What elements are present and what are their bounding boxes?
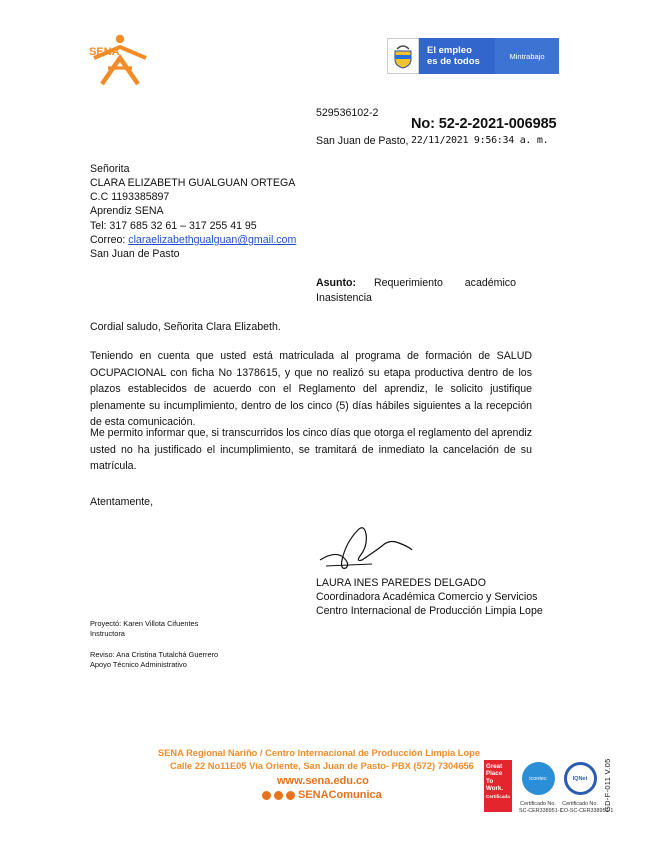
cert2-caption-line: CO-SC-CER338951-1 xyxy=(560,807,614,814)
footer-address-line1: SENA Regional Nariño / Centro Internacional de Producción Limpia Lope xyxy=(158,748,480,758)
colombia-shield-icon xyxy=(387,38,419,74)
signatory-position: Coordinadora Académica Comercio y Servicios xyxy=(316,591,538,603)
social-handle[interactable]: SENAComunica xyxy=(298,789,382,801)
recipient-phone: Tel: 317 685 32 61 – 317 255 41 95 xyxy=(90,220,257,232)
handwritten-signature xyxy=(316,520,416,572)
signature-icon xyxy=(316,520,416,572)
recipient-title: Señorita xyxy=(90,163,130,175)
sena-logo-text: SENA xyxy=(89,46,120,58)
gptw-line: Great xyxy=(486,763,503,770)
gptw-line: To xyxy=(486,777,494,785)
body-paragraph-1: Teniendo en cuenta que usted está matriculada al programa de formación de SALUD OCUPACIONAL con ficha No 1378615, y que no realizó su etapa productiva dentro de los plazos establecidos de acuerdo con el Reglamento del aprendiz, le solicito justifique plenamente su incumplimiento, dentro de los cinco (5) días hábiles siguientes a la recepción de esta comunicación. xyxy=(90,350,532,429)
prepared-role: Instructora xyxy=(90,629,125,638)
icontec-seal-text: icontec xyxy=(529,775,547,782)
facebook-icon[interactable] xyxy=(286,791,295,800)
instagram-icon[interactable] xyxy=(274,791,283,800)
email-label: Correo: xyxy=(90,234,129,246)
reviewed-role: Apoyo Técnico Administrativo xyxy=(90,660,187,669)
recipient-email-link[interactable]: claraelizabethgualguan@gmail.com xyxy=(128,234,297,246)
subject-block xyxy=(316,276,516,306)
radicado-datetime: 22/11/2021 9:56:34 a. m. xyxy=(411,135,549,146)
great-place-to-work-badge xyxy=(484,760,512,812)
gov-slogan-line2: es de todos xyxy=(427,56,480,67)
footer-address-line2: Calle 22 No11E05 Vía Oriente, San Juan de Pasto- PBX (572) 7304656 xyxy=(170,761,474,771)
recipient-id: C.C 1193385897 xyxy=(90,191,170,203)
youtube-icon[interactable] xyxy=(262,791,271,800)
reviewed-by: Reviso: Ana Cristina Tutalchá Guerrero xyxy=(90,650,219,659)
gov-slogan-line1: El empleo xyxy=(427,45,472,56)
icontec-seal-icon xyxy=(522,762,555,795)
sena-logo-icon xyxy=(88,34,152,86)
gptw-line: Work. xyxy=(486,785,504,793)
iqnet-seal-icon xyxy=(564,762,597,795)
cert2-caption-line: Certificado No. xyxy=(562,801,598,807)
recipient-name: CLARA ELIZABETH GUALGUAN ORTEGA xyxy=(90,177,296,189)
document-code: GD-F-011 V.05 xyxy=(603,758,612,812)
gov-slogan xyxy=(419,38,495,74)
footer-website[interactable]: www.sena.edu.co xyxy=(277,775,369,787)
ministry-label: Mintrabajo xyxy=(495,38,559,74)
subject-label: Asunto: xyxy=(316,277,357,289)
radicado-number: No: 52-2-2021-006985 xyxy=(411,116,557,132)
recipient-email-row xyxy=(90,233,296,247)
subject-line1: Requerimiento xyxy=(374,277,443,289)
footer-social xyxy=(262,789,382,801)
icontec-certification xyxy=(519,762,563,814)
closing: Atentamente, xyxy=(90,496,154,508)
iqnet-seal-text: IQNet xyxy=(572,775,588,782)
gptw-line: Certificada xyxy=(486,793,510,799)
prepared-by: Proyectó: Karen Villota Cifuentes xyxy=(90,619,199,628)
recipient-role: Aprendiz SENA xyxy=(90,205,164,217)
signatory-name: LAURA INES PAREDES DELGADO xyxy=(316,577,486,589)
subject-line1-end: académico xyxy=(464,277,516,289)
greeting: Cordial saludo, Señorita Clara Elizabeth. xyxy=(90,321,281,333)
signatory-center: Centro Internacional de Producción Limpia Lope xyxy=(316,605,543,617)
body-paragraph-2: Me permito informar que, si transcurridos los cinco días que otorga el reglamento del aprendiz usted no ha justificado el incumplimiento, se tramitará de inmediato la cancelación de su matrícula. xyxy=(90,427,532,473)
gptw-line: Place xyxy=(486,770,503,778)
sena-logo xyxy=(88,34,152,86)
subject-line2: Inasistencia xyxy=(316,292,372,304)
recipient-city: San Juan de Pasto xyxy=(90,248,180,260)
city-label: San Juan de Pasto, xyxy=(316,135,409,147)
radicado-code: 529536102-2 xyxy=(316,107,379,119)
cert1-caption-line: Certificado No. xyxy=(520,801,556,807)
government-banner xyxy=(387,38,559,74)
cert1-caption-line: SC-CER338951-1 xyxy=(519,807,563,814)
